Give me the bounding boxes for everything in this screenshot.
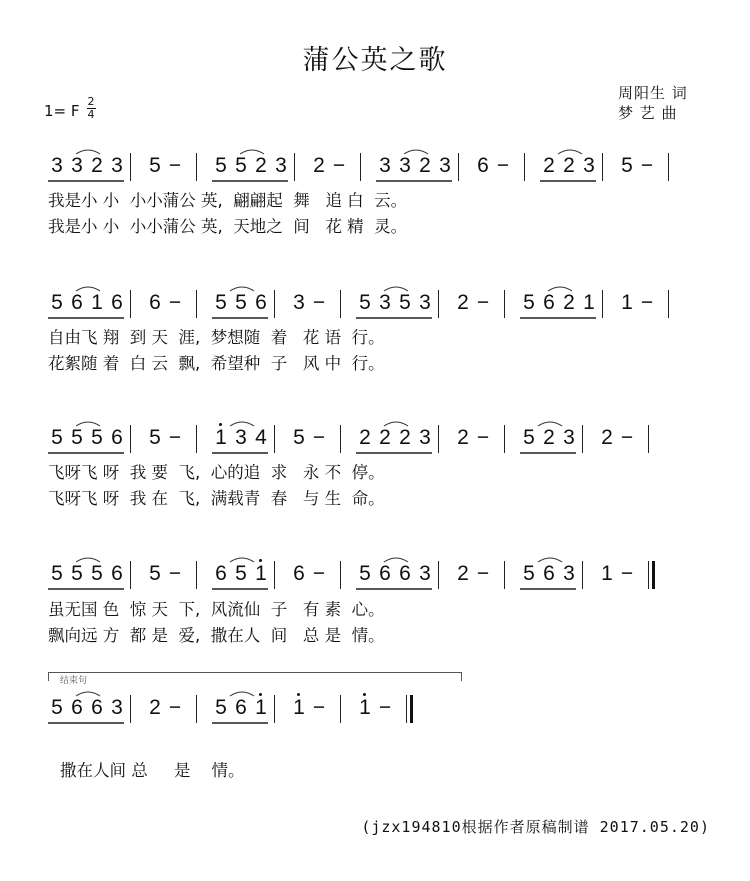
note: 1: [359, 696, 371, 719]
note: 2: [379, 426, 391, 449]
slur-arc: [230, 692, 254, 696]
note: 3: [399, 154, 411, 177]
lyric-line-1a: 我是小 小 小小蒲公 英, 翩翩起 舞 追 白 云。: [48, 191, 408, 210]
note: 3: [111, 696, 123, 719]
note: 5: [293, 426, 305, 449]
note: 3: [583, 154, 595, 177]
note: 6: [399, 562, 411, 585]
note: 1: [601, 562, 613, 585]
note: 1: [255, 562, 267, 585]
note: 3: [111, 154, 123, 177]
dash-note: −: [476, 291, 490, 314]
note: 2: [601, 426, 613, 449]
note: 5: [149, 426, 161, 449]
note: 2: [91, 154, 103, 177]
slur-arc: [230, 422, 254, 426]
note: 3: [379, 154, 391, 177]
note: 5: [51, 696, 63, 719]
dash-note: −: [168, 696, 182, 719]
note: 3: [439, 154, 451, 177]
note: 5: [215, 154, 227, 177]
note: 6: [111, 426, 123, 449]
beam-layer: [0, 148, 750, 188]
note: 5: [399, 291, 411, 314]
note: 1: [621, 291, 633, 314]
slur-arc: [76, 692, 100, 696]
note: 6: [543, 291, 555, 314]
notation-row: [0, 420, 750, 460]
note: 3: [419, 291, 431, 314]
slur-arc: [230, 287, 254, 291]
note: 2: [563, 291, 575, 314]
note: 3: [563, 562, 575, 585]
note: 1: [91, 291, 103, 314]
note: 5: [91, 426, 103, 449]
beam-layer: [0, 690, 750, 730]
note: 3: [563, 426, 575, 449]
note: 5: [215, 291, 227, 314]
beam-layer: [0, 420, 750, 460]
notation-row: [0, 690, 750, 730]
dash-note: −: [476, 426, 490, 449]
slur-arc: [76, 558, 100, 562]
footer-note: (jzx194810根据作者原稿制谱 2017.05.20): [361, 818, 710, 836]
beam-layer: [0, 556, 750, 596]
notation-row: [0, 148, 750, 188]
dash-note: −: [332, 154, 346, 177]
note: 5: [621, 154, 633, 177]
slur-arc: [384, 287, 408, 291]
note: 6: [477, 154, 489, 177]
note: 6: [543, 562, 555, 585]
note: 6: [111, 562, 123, 585]
note: 2: [457, 291, 469, 314]
dash-note: −: [620, 562, 634, 585]
note: 5: [71, 562, 83, 585]
time-signature-bottom: 4: [87, 108, 95, 121]
composer-credit: 梦 艺 曲: [618, 104, 678, 122]
note: 3: [419, 426, 431, 449]
note: 5: [51, 426, 63, 449]
note: 6: [71, 291, 83, 314]
note: 1: [255, 696, 267, 719]
note: 6: [149, 291, 161, 314]
note: 3: [293, 291, 305, 314]
dash-note: −: [476, 562, 490, 585]
notation-row: [0, 285, 750, 325]
note: 4: [255, 426, 267, 449]
coda-bracket: [48, 672, 462, 681]
note: 6: [71, 696, 83, 719]
note: 5: [523, 291, 535, 314]
lyricist-credit: 周阳生 词: [618, 84, 688, 102]
note: 5: [51, 291, 63, 314]
dash-note: −: [312, 426, 326, 449]
lyric-line-2b: 花絮随 着 白 云 飘, 希望种 子 风 中 行。: [48, 354, 385, 373]
note: 2: [359, 426, 371, 449]
note: 1: [293, 696, 305, 719]
note: 2: [543, 154, 555, 177]
key-signature: 1= F: [44, 102, 80, 120]
note: 5: [91, 562, 103, 585]
note: 6: [379, 562, 391, 585]
dash-note: −: [312, 291, 326, 314]
note: 6: [215, 562, 227, 585]
dash-note: −: [640, 291, 654, 314]
note: 5: [235, 154, 247, 177]
note: 6: [111, 291, 123, 314]
note: 5: [523, 426, 535, 449]
note: 2: [457, 426, 469, 449]
note: 2: [255, 154, 267, 177]
note: 5: [51, 562, 63, 585]
note: 6: [91, 696, 103, 719]
note: 5: [149, 562, 161, 585]
lyric-line-2a: 自由飞 翔 到 天 涯, 梦想随 着 花 语 行。: [48, 328, 385, 347]
note: 5: [235, 562, 247, 585]
slur-arc: [404, 150, 428, 154]
slur-arc: [548, 287, 572, 291]
note: 6: [293, 562, 305, 585]
note: 2: [313, 154, 325, 177]
dash-note: −: [168, 291, 182, 314]
note: 3: [235, 426, 247, 449]
note: 2: [543, 426, 555, 449]
note: 6: [255, 291, 267, 314]
note: 1: [583, 291, 595, 314]
slur-arc: [76, 287, 100, 291]
lyric-line-3b: 飞呀飞 呀 我 在 飞, 满载青 春 与 生 命。: [48, 489, 385, 508]
slur-arc: [558, 150, 582, 154]
note: 5: [359, 562, 371, 585]
lyric-line-5: 撒在人间 总 是 情。: [60, 761, 245, 780]
dash-note: −: [312, 696, 326, 719]
note: 5: [149, 154, 161, 177]
lyric-line-4b: 飘向远 方 都 是 爱, 撒在人 间 总 是 情。: [48, 626, 385, 645]
dash-note: −: [640, 154, 654, 177]
note: 3: [51, 154, 63, 177]
slur-arc: [240, 150, 264, 154]
dash-note: −: [620, 426, 634, 449]
note: 5: [235, 291, 247, 314]
dash-note: −: [168, 562, 182, 585]
slur-arc: [538, 558, 562, 562]
lyric-line-3a: 飞呀飞 呀 我 要 飞, 心的追 求 永 不 停。: [48, 463, 385, 482]
slur-arc: [76, 150, 100, 154]
dash-note: −: [496, 154, 510, 177]
lyric-line-4a: 虽无国 色 惊 天 下, 风流仙 子 有 素 心。: [48, 600, 385, 619]
dash-note: −: [168, 154, 182, 177]
note: 2: [457, 562, 469, 585]
coda-label: 结束句: [60, 676, 88, 686]
beam-layer: [0, 285, 750, 325]
time-signature-top: 2: [87, 95, 95, 108]
dash-note: −: [168, 426, 182, 449]
note: 3: [419, 562, 431, 585]
note: 3: [71, 154, 83, 177]
note: 2: [149, 696, 161, 719]
slur-arc: [384, 422, 408, 426]
dash-note: −: [378, 696, 392, 719]
note: 6: [235, 696, 247, 719]
slur-arc: [384, 558, 408, 562]
note: 5: [215, 696, 227, 719]
slur-arc: [76, 422, 100, 426]
note: 5: [71, 426, 83, 449]
slur-arc: [538, 422, 562, 426]
notation-row: [0, 556, 750, 596]
note: 5: [359, 291, 371, 314]
dash-note: −: [312, 562, 326, 585]
song-title: 蒲公英之歌: [302, 45, 448, 76]
note: 2: [563, 154, 575, 177]
lyric-line-1b: 我是小 小 小小蒲公 英, 天地之 间 花 精 灵。: [48, 217, 408, 236]
slur-arc: [230, 558, 254, 562]
note: 2: [399, 426, 411, 449]
note: 1: [215, 426, 227, 449]
note: 3: [379, 291, 391, 314]
note: 5: [523, 562, 535, 585]
note: 3: [275, 154, 287, 177]
note: 2: [419, 154, 431, 177]
